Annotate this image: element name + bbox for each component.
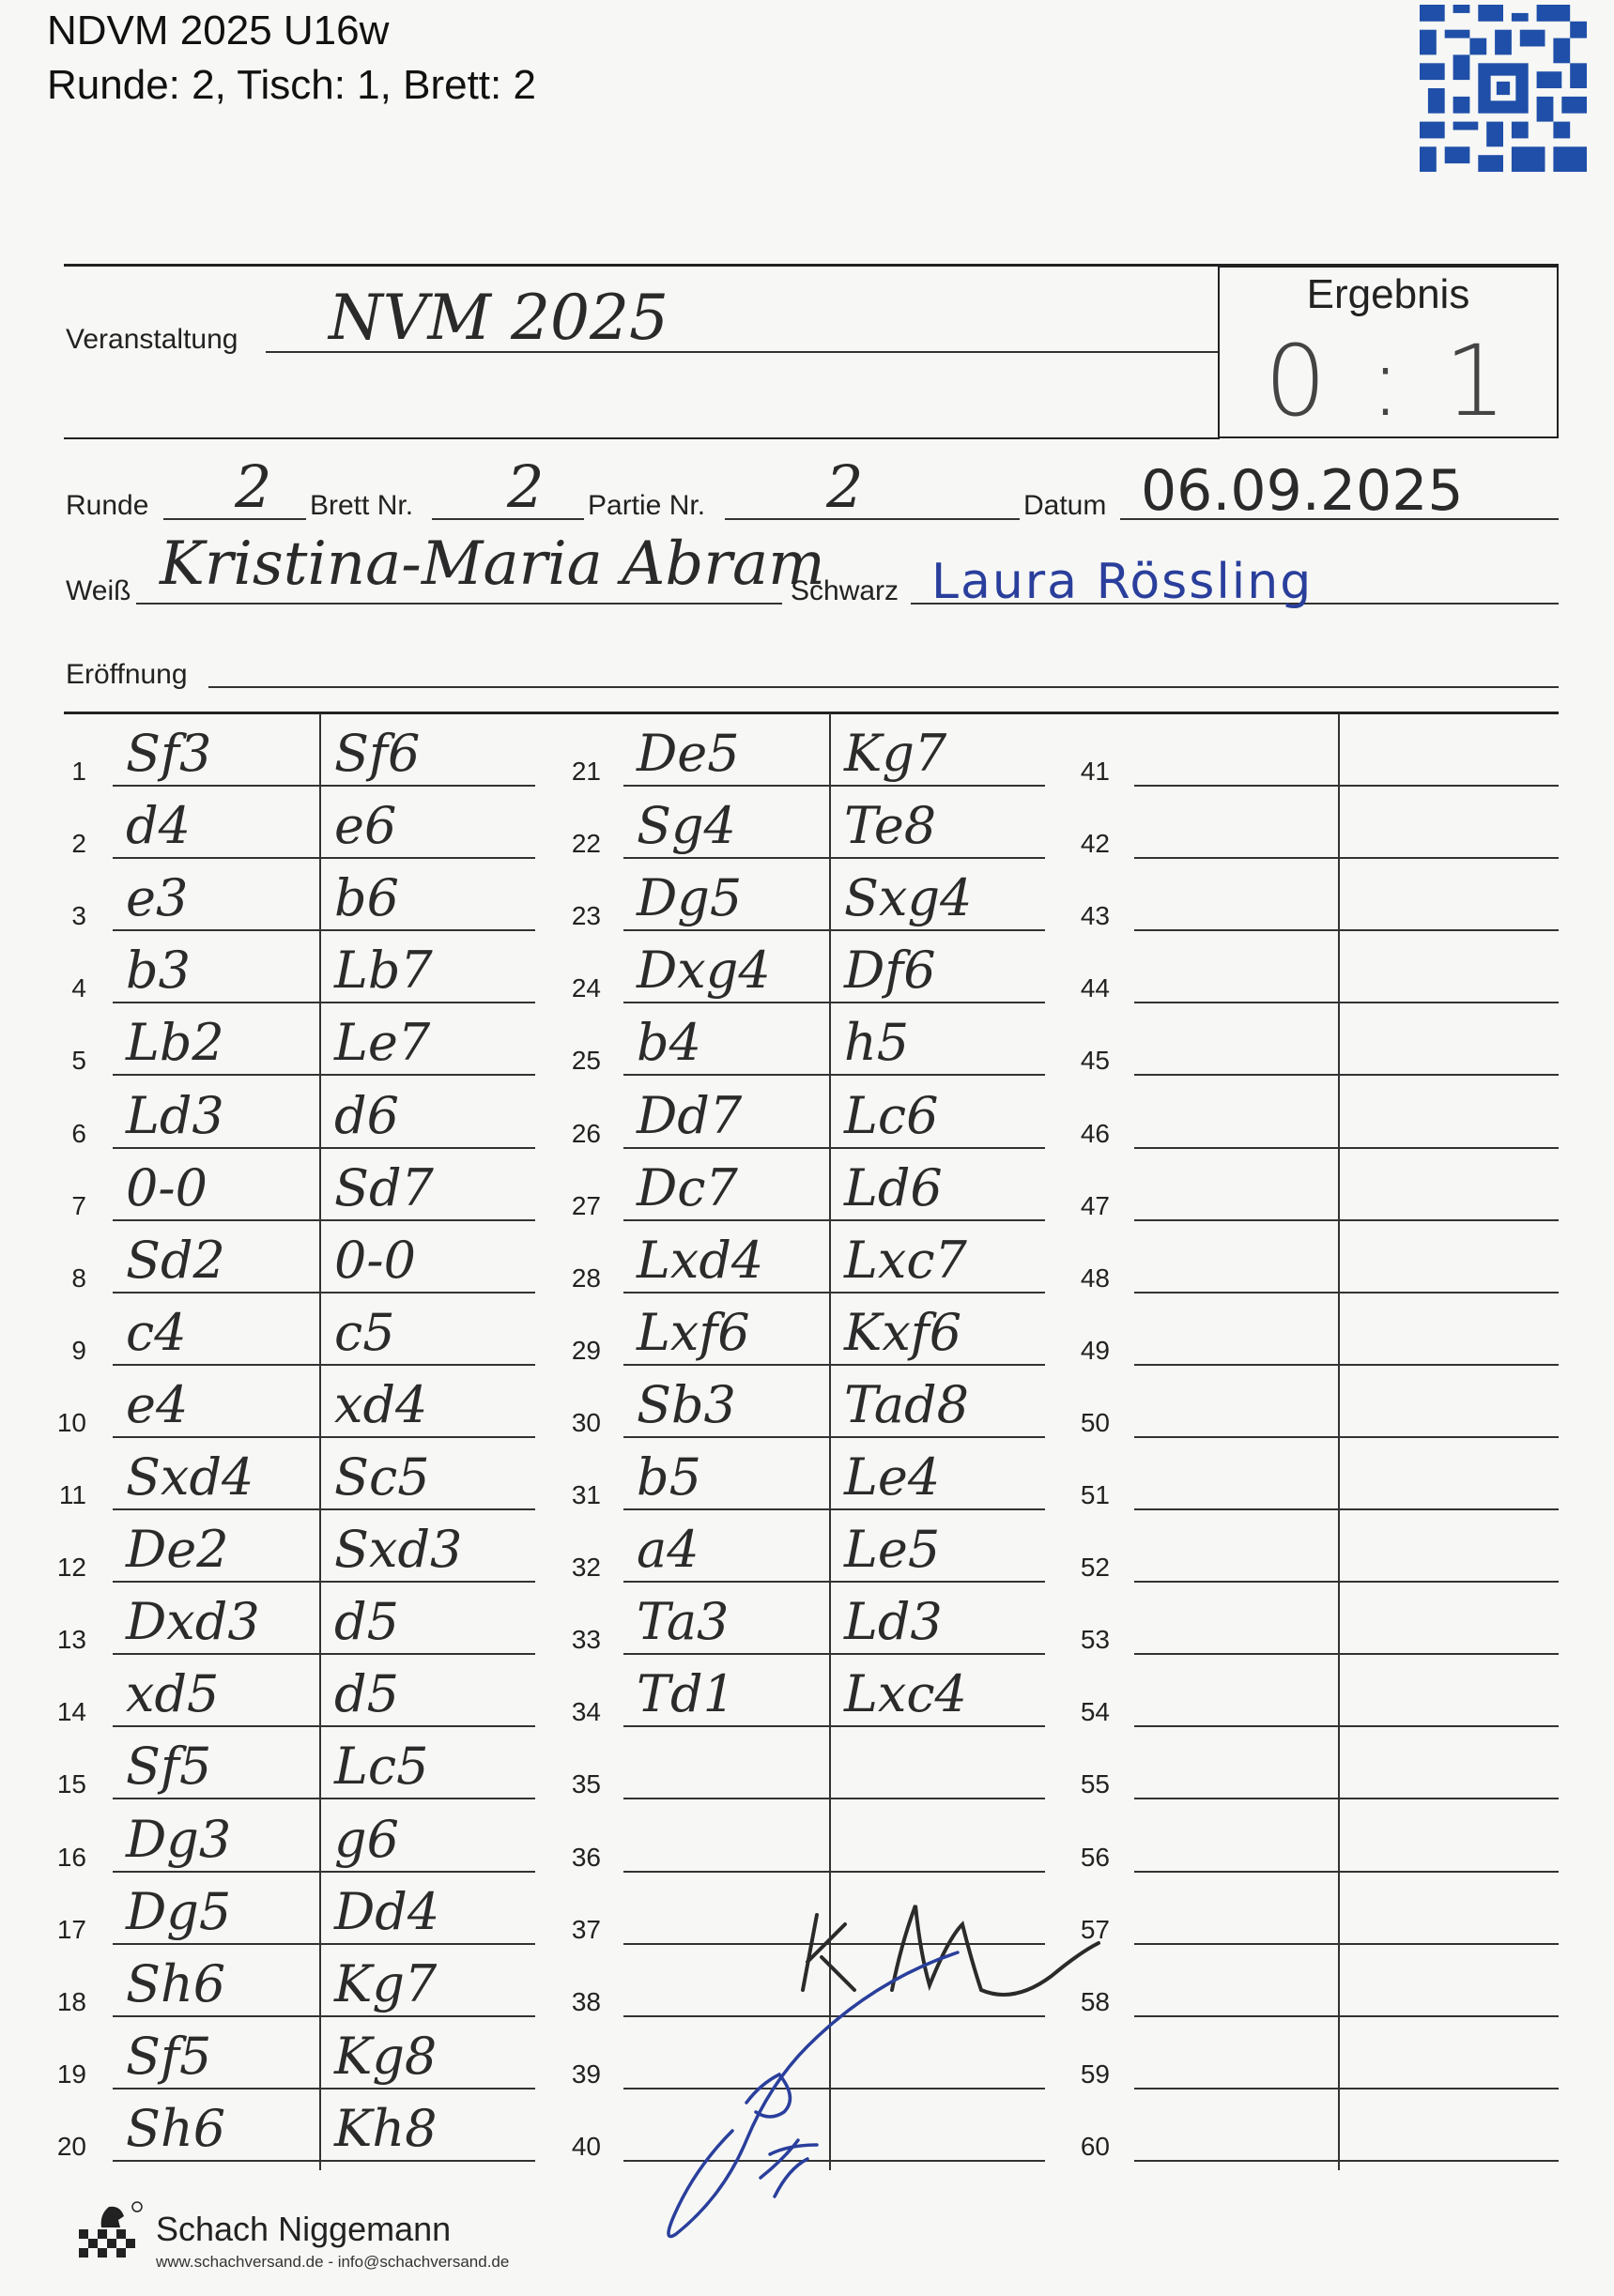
black-move-text: Lxc4 [844, 1664, 967, 1724]
black-move-text: Ld6 [844, 1157, 943, 1217]
black-move-text: Dd4 [334, 1881, 440, 1941]
move-number: 26 [571, 1118, 601, 1148]
black-move-cell[interactable] [1340, 1517, 1559, 1583]
white-move-cell[interactable] [1134, 721, 1338, 787]
white-move-text: Dg5 [126, 1881, 232, 1941]
black-move-cell[interactable] [1340, 2024, 1559, 2089]
white-move-text: 0-0 [126, 1157, 208, 1217]
white-move-text: Lb2 [126, 1013, 224, 1073]
black-move-text: g6 [334, 1809, 399, 1869]
move-row [0, 1080, 1110, 1153]
black-move-text: Kxf6 [844, 1302, 962, 1362]
move-number: 42 [1080, 829, 1110, 859]
black-move-cell[interactable] [1340, 938, 1559, 1003]
move-number: 46 [1080, 1118, 1110, 1148]
black-move-cell[interactable] [1340, 1589, 1559, 1655]
column-divider-3 [1338, 713, 1340, 2170]
footer-contact: www.schachversand.de - info@schachversand.de [156, 2253, 510, 2271]
black-move-text: Kh8 [334, 2098, 438, 2158]
move-number: 18 [56, 1986, 86, 2016]
move-number: 10 [56, 1407, 86, 1437]
opening-field-line [208, 686, 1559, 688]
white-move-text: Dc7 [637, 1157, 738, 1217]
move-number: 30 [571, 1407, 601, 1437]
white-player-field-value[interactable]: Kristina-Maria Abram [160, 529, 825, 599]
game-number-field-value[interactable]: 2 [826, 452, 864, 521]
black-move-text: b6 [334, 868, 399, 928]
move-row [0, 1442, 1110, 1514]
sheet-header [47, 4, 536, 113]
round-field-value[interactable]: 2 [235, 452, 272, 521]
move-number: 57 [1080, 1914, 1110, 1944]
black-move-text: Le5 [844, 1520, 941, 1580]
black-player-label: Schwarz [791, 575, 899, 606]
move-number: 24 [571, 973, 601, 1003]
qr-code-icon [1418, 5, 1589, 172]
move-number: 56 [1080, 1842, 1110, 1872]
move-row [0, 1731, 1110, 1803]
white-move-text: Dxg4 [637, 941, 771, 1001]
black-move-text: Lxc7 [844, 1230, 967, 1290]
move-number: 33 [571, 1625, 601, 1655]
white-move-text: Lxd4 [637, 1230, 764, 1290]
black-move-text: Kg7 [844, 724, 947, 783]
move-number: 4 [71, 973, 86, 1003]
move-number: 50 [1080, 1407, 1110, 1437]
move-number: 12 [56, 1553, 86, 1583]
move-number: 3 [71, 901, 86, 931]
chess-knight-logo-icon [73, 2201, 145, 2273]
black-move-text: Ld3 [844, 1592, 943, 1652]
white-move-text: Td1 [637, 1664, 735, 1724]
black-move-cell[interactable] [1340, 1807, 1559, 1873]
move-number: 22 [571, 829, 601, 859]
board-label: Brett Nr. [310, 490, 414, 521]
black-move-cell[interactable] [1340, 1952, 1559, 2017]
move-number: 27 [571, 1190, 601, 1220]
white-move-cell[interactable] [1134, 2024, 1338, 2089]
white-move-text: Sf5 [126, 2026, 212, 2086]
white-move-cell[interactable] [1134, 1083, 1338, 1149]
date-field-value[interactable]: 06.09.2025 [1141, 458, 1464, 524]
black-move-cell[interactable] [1340, 1010, 1559, 1076]
move-number: 17 [56, 1914, 86, 1944]
move-number: 35 [571, 1769, 601, 1799]
white-move-cell[interactable] [1134, 1445, 1338, 1510]
black-move-cell[interactable] [1340, 1445, 1559, 1510]
white-move-text: c4 [126, 1302, 187, 1362]
move-row [0, 1297, 1110, 1370]
white-move-cell[interactable] [1134, 1589, 1338, 1655]
white-move-cell[interactable] [1134, 1807, 1338, 1873]
white-move-text: Sd2 [126, 1230, 225, 1290]
move-number: 34 [571, 1697, 601, 1727]
white-move-text: De2 [126, 1520, 229, 1580]
move-number: 28 [571, 1263, 601, 1293]
move-number: 31 [571, 1480, 601, 1509]
column-divider-1 [319, 713, 321, 2170]
move-number: 6 [71, 1118, 86, 1148]
black-move-text: d6 [334, 1085, 399, 1145]
round-label: Runde [66, 490, 149, 521]
white-move-text: Dg5 [637, 868, 743, 928]
black-move-text: Kg8 [334, 2026, 438, 2086]
move-number: 7 [71, 1190, 86, 1220]
black-move-cell[interactable] [1340, 865, 1559, 931]
black-move-cell[interactable] [1340, 1372, 1559, 1438]
white-move-text: Lxf6 [637, 1302, 750, 1362]
move-number: 53 [1080, 1625, 1110, 1655]
move-number: 23 [571, 901, 601, 931]
move-number: 15 [56, 1769, 86, 1799]
move-number: 5 [71, 1046, 86, 1076]
black-move-text: Df6 [844, 941, 936, 1001]
move-row [0, 1007, 1110, 1079]
black-move-text: Sxg4 [844, 868, 973, 928]
white-move-cell[interactable] [1134, 793, 1338, 859]
white-move-text: Sb3 [637, 1374, 736, 1434]
white-move-text: Sh6 [126, 1953, 226, 2013]
black-move-cell[interactable] [1340, 1734, 1559, 1799]
black-move-text: Tad8 [844, 1374, 969, 1434]
white-move-text: b4 [637, 1013, 701, 1073]
move-number: 48 [1080, 1263, 1110, 1293]
white-move-cell[interactable] [1134, 938, 1338, 1003]
black-move-cell[interactable] [1340, 1661, 1559, 1727]
white-move-cell[interactable] [1134, 1661, 1338, 1727]
game-number-label: Partie Nr. [588, 490, 706, 521]
white-move-text: Ta3 [637, 1592, 730, 1652]
move-row [0, 1514, 1110, 1586]
white-move-cell[interactable] [1134, 1952, 1338, 2017]
event-field-value[interactable]: NVM 2025 [329, 282, 669, 354]
move-number: 11 [58, 1480, 86, 1509]
white-move-cell[interactable] [1134, 1734, 1338, 1799]
move-number: 40 [571, 2131, 601, 2161]
white-move-text: Sxd4 [126, 1447, 254, 1507]
white-move-text: Dd7 [637, 1085, 743, 1145]
header-event-line: NDVM 2025 U16w [47, 8, 390, 54]
move-row [0, 863, 1110, 935]
white-move-cell[interactable] [1134, 1228, 1338, 1293]
white-move-text: Dxd3 [126, 1592, 260, 1652]
form-divider-rule [64, 437, 1220, 439]
opening-label: Eröffnung [66, 659, 188, 690]
black-move-text: h5 [844, 1013, 910, 1073]
black-move-cell[interactable] [1340, 2096, 1559, 2162]
moves-top-rule [64, 712, 1559, 714]
white-move-cell[interactable] [1134, 1517, 1338, 1583]
move-number: 52 [1080, 1553, 1110, 1583]
white-player-label: Weiß [66, 575, 131, 606]
black-move-cell[interactable] [1340, 721, 1559, 787]
white-move-text: Sh6 [126, 2098, 226, 2158]
black-move-text: Sf6 [334, 724, 421, 783]
move-row [0, 1153, 1110, 1225]
black-player-field-value[interactable]: Laura Rössling [931, 554, 1314, 610]
footer-brand: Schach Niggemann [156, 2210, 452, 2248]
move-number: 8 [71, 1263, 86, 1293]
white-move-text: xd5 [126, 1664, 220, 1724]
black-move-cell[interactable] [1340, 1156, 1559, 1221]
black-move-text: Lb7 [334, 941, 433, 1001]
move-number: 58 [1080, 1986, 1110, 2016]
board-field-value[interactable]: 2 [507, 452, 545, 521]
move-number: 25 [571, 1046, 601, 1076]
move-number: 14 [56, 1697, 86, 1727]
white-move-text: Sf5 [126, 1737, 212, 1797]
white-move-text: d4 [126, 796, 191, 856]
result-label: Ergebnis [1306, 271, 1470, 317]
black-move-cell[interactable] [1340, 1083, 1559, 1149]
move-number: 45 [1080, 1046, 1110, 1076]
move-number: 44 [1080, 973, 1110, 1003]
move-number: 47 [1080, 1190, 1110, 1220]
move-number: 39 [571, 2059, 601, 2089]
move-number: 29 [571, 1335, 601, 1365]
white-move-cell[interactable] [1134, 2096, 1338, 2162]
black-move-cell[interactable] [1340, 1228, 1559, 1293]
move-number: 16 [56, 1842, 86, 1872]
white-move-text: b3 [126, 941, 191, 1001]
black-move-text: Le4 [844, 1447, 941, 1507]
move-row [0, 1659, 1110, 1731]
black-move-cell[interactable] [1340, 793, 1559, 859]
black-move-text: Sxd3 [334, 1520, 463, 1580]
black-move-text: Le7 [334, 1013, 431, 1073]
white-move-text: a4 [637, 1520, 699, 1580]
move-number: 59 [1080, 2059, 1110, 2089]
move-number: 20 [56, 2131, 86, 2161]
black-move-text: xd4 [334, 1374, 428, 1434]
white-move-text: Ld3 [126, 1085, 224, 1145]
move-number: 13 [56, 1625, 86, 1655]
move-row [0, 790, 1110, 863]
black-move-text: e6 [334, 796, 397, 856]
white-move-cell[interactable] [1134, 1010, 1338, 1076]
black-move-text: d5 [334, 1664, 399, 1724]
date-label: Datum [1023, 490, 1107, 521]
white-move-text: Dg3 [126, 1809, 232, 1869]
game-number-field-line [725, 518, 1020, 520]
move-row [0, 1370, 1110, 1442]
black-move-text: c5 [334, 1302, 395, 1362]
white-move-text: De5 [637, 724, 740, 783]
black-move-text: Te8 [844, 796, 937, 856]
move-number: 36 [571, 1842, 601, 1872]
move-row [0, 1586, 1110, 1659]
black-move-text: Sd7 [334, 1157, 434, 1217]
black-move-text: Sc5 [334, 1447, 430, 1507]
move-number: 21 [571, 757, 601, 786]
black-move-text: Lc5 [334, 1737, 429, 1797]
move-number: 43 [1080, 901, 1110, 931]
move-number: 37 [571, 1914, 601, 1944]
move-number: 1 [71, 757, 86, 786]
black-move-text: 0-0 [334, 1230, 416, 1290]
black-move-cell[interactable] [1340, 1300, 1559, 1366]
white-move-text: b5 [637, 1447, 701, 1507]
move-row [0, 718, 1110, 790]
white-player-field-line [136, 603, 782, 605]
white-move-cell[interactable] [1134, 1300, 1338, 1366]
white-move-cell[interactable] [1134, 1156, 1338, 1221]
move-number: 51 [1080, 1480, 1110, 1509]
white-move-cell[interactable] [1134, 865, 1338, 931]
white-move-cell[interactable] [1134, 1372, 1338, 1438]
black-move-text: d5 [334, 1592, 399, 1652]
black-move-cell[interactable] [1340, 1879, 1559, 1945]
signature-black [657, 1943, 976, 2253]
move-number: 38 [571, 1986, 601, 2016]
white-move-text: Sf3 [126, 724, 212, 783]
result-value[interactable]: 0 : 1 [1264, 324, 1513, 438]
black-move-text: Lc6 [844, 1085, 939, 1145]
move-number: 2 [71, 829, 86, 859]
result-box [1218, 266, 1559, 438]
header-round-line: Runde: 2, Tisch: 1, Brett: 2 [47, 62, 536, 108]
event-label: Veranstaltung [66, 324, 238, 355]
white-move-text: e3 [126, 868, 189, 928]
white-move-text: Sg4 [637, 796, 736, 856]
move-row [0, 935, 1110, 1007]
move-number: 32 [571, 1553, 601, 1583]
move-row [0, 1804, 1110, 1876]
white-move-text: e4 [126, 1374, 189, 1434]
move-number: 9 [71, 1335, 86, 1365]
move-number: 49 [1080, 1335, 1110, 1365]
white-move-cell[interactable] [1134, 1879, 1338, 1945]
black-move-text: Kg7 [334, 1953, 438, 2013]
move-number: 19 [56, 2059, 86, 2089]
move-number: 55 [1080, 1769, 1110, 1799]
move-number: 60 [1080, 2131, 1110, 2161]
move-row [0, 1225, 1110, 1297]
move-number: 41 [1080, 757, 1110, 786]
move-number: 54 [1080, 1697, 1110, 1727]
